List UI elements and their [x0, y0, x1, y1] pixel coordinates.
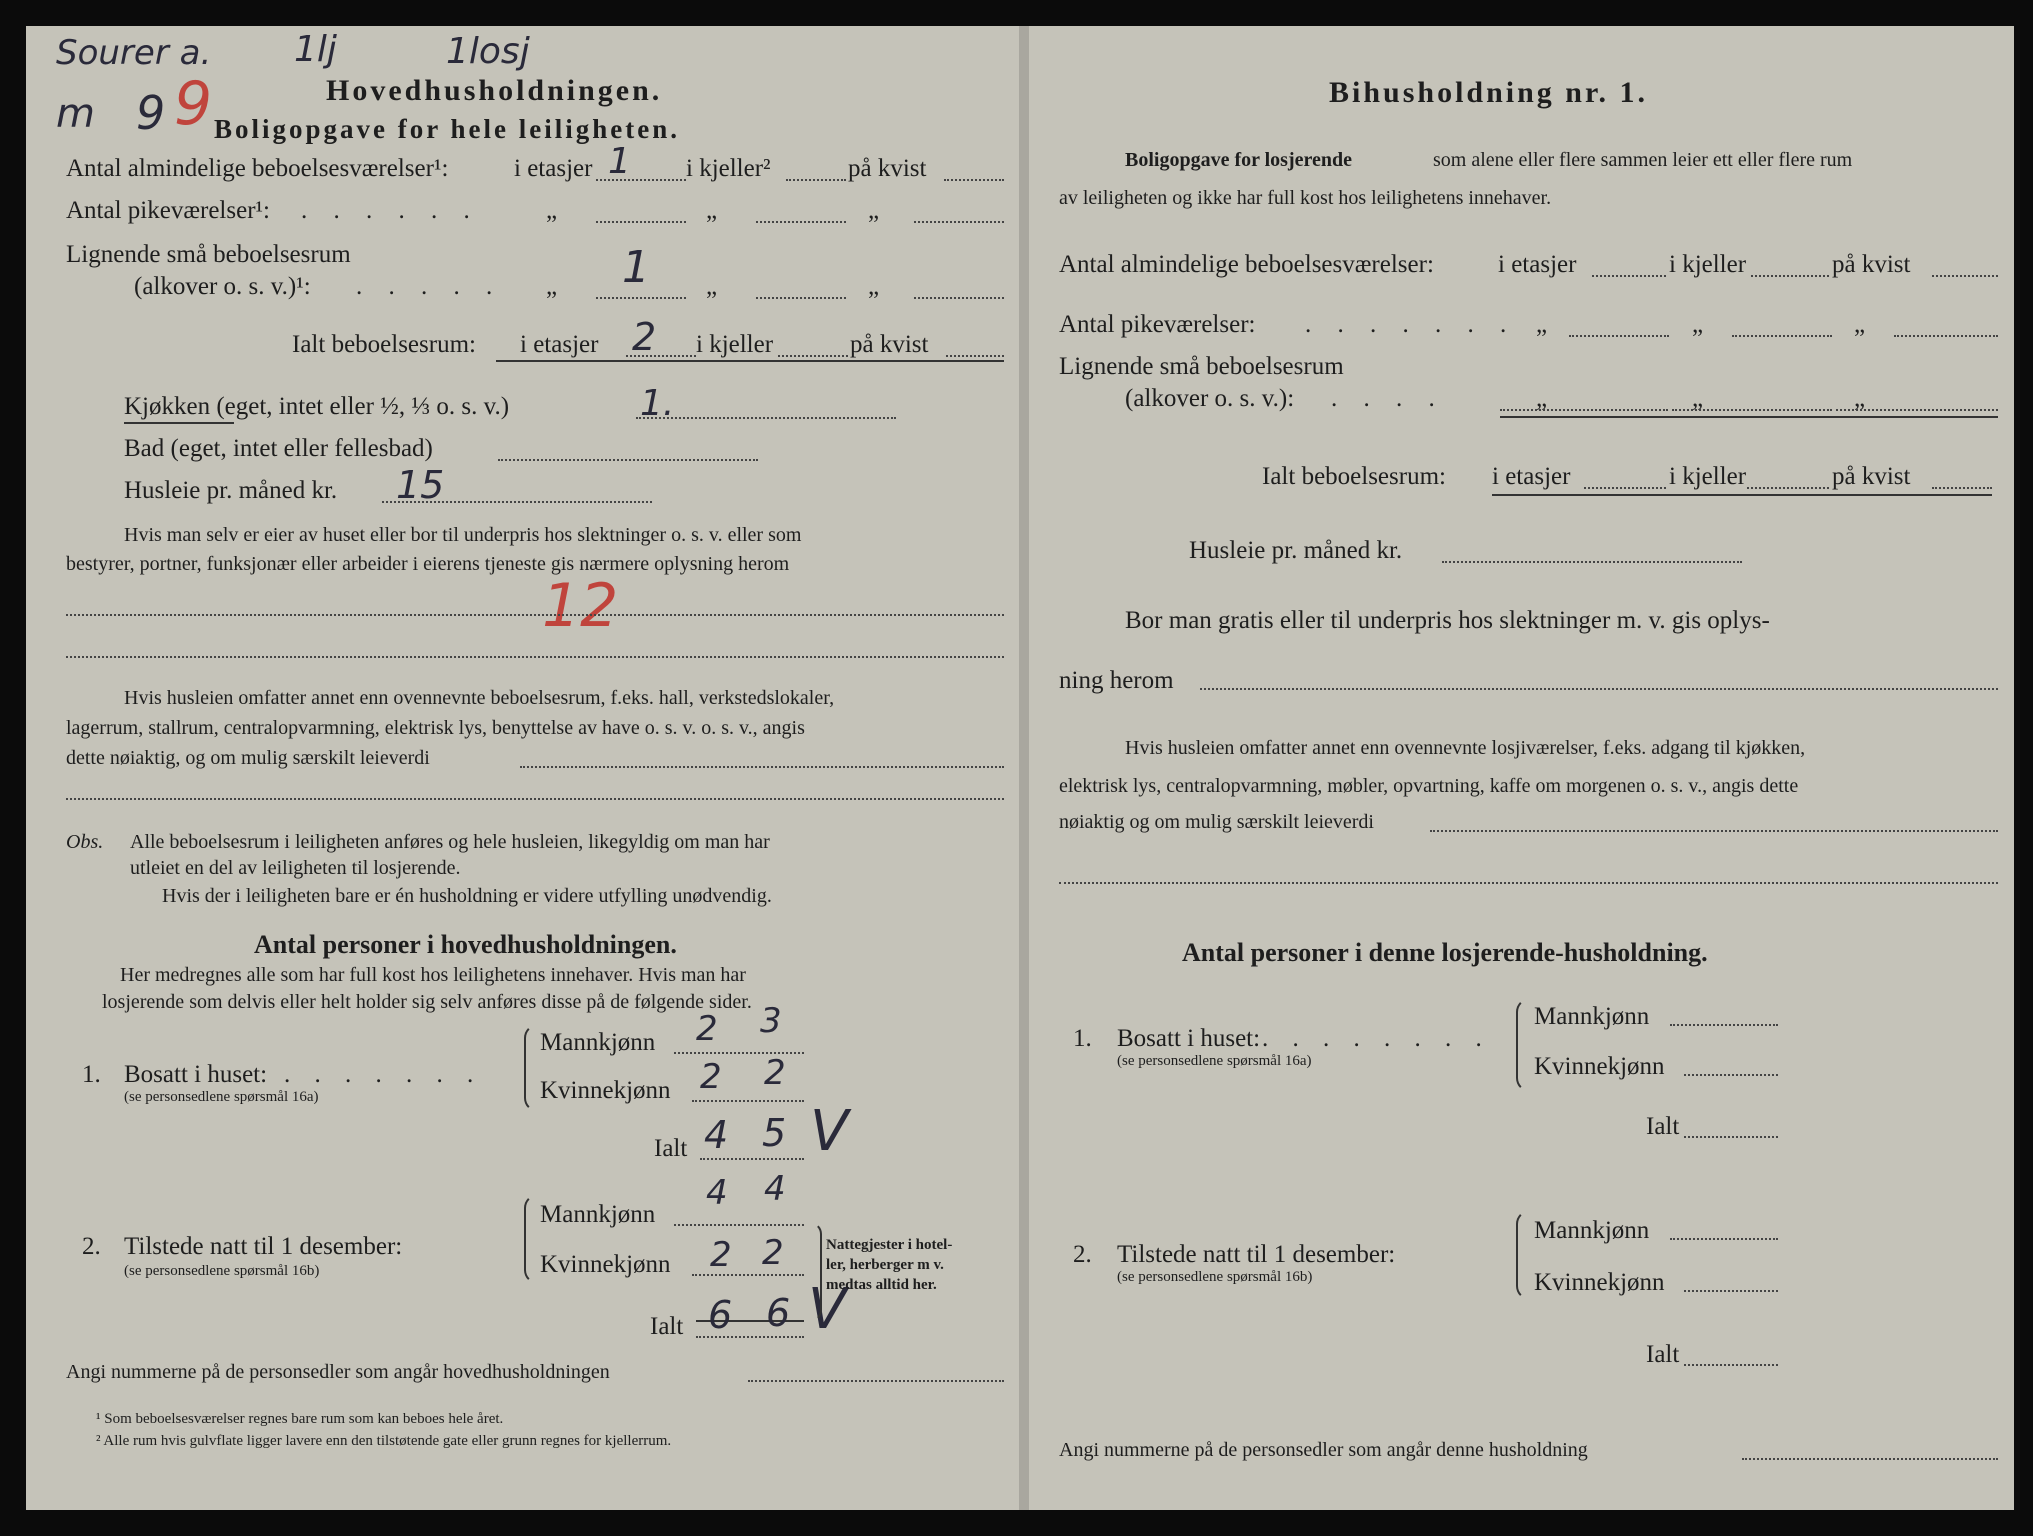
gratis-note: Bor man gratis eller til underpris hos slektninger m. v. gis oplys- [1125, 607, 1770, 634]
kvist-label: på kvist [848, 155, 927, 182]
angi-label: Angi nummerne på de personsedler som angår hovedhusholdningen [66, 1361, 610, 1383]
kjokken-label: Kjøkken (eget, intet eller ½, ⅓ o. s. v.) [124, 393, 510, 420]
obs-note: Alle beboelsesrum i leiligheten anføres og hele husleien, likegyldig om man har [130, 831, 770, 853]
etasjer-label: i etasjer [514, 155, 593, 182]
handwritten-value: 1 [622, 242, 650, 293]
pikevaerelser-label: Antal pikeværelser¹: [66, 197, 270, 224]
persons-title: Antal personer i denne losjerende-husholdning. [1182, 938, 1708, 967]
intro-bold: Boligopgave for losjerende [1125, 149, 1353, 171]
page-title: Bihusholdning nr. 1. [1329, 76, 1649, 109]
tilstede-label: Tilstede natt til 1 desember: [124, 1233, 403, 1260]
handwritten-value: 2 [632, 315, 657, 359]
rooms-label: Antal almindelige beboelsesværelser: [1059, 251, 1434, 278]
handwritten-annotation-red: 12 [542, 571, 619, 641]
tilstede-label: Tilstede natt til 1 desember: [1117, 1241, 1396, 1268]
persons-title: Antal personer i hovedhusholdningen. [254, 930, 677, 959]
handwritten-value: 1. [640, 383, 675, 424]
alkover-label: Lignende små beboelsesrum [66, 241, 351, 268]
bad-label: Bad (eget, intet eller fellesbad) [124, 435, 433, 462]
ialt-rooms-label: Ialt beboelsesrum: [292, 331, 476, 358]
handwritten-annotation: 1lj [294, 29, 337, 70]
handwritten-annotation: 9 [136, 86, 166, 140]
husleie-label: Husleie pr. måned kr. [124, 477, 338, 504]
handwritten-value: 15 [396, 463, 445, 507]
pikevaerelser-label: Antal pikeværelser: [1059, 311, 1256, 338]
rooms-label: Antal almindelige beboelsesværelser¹: [66, 155, 449, 182]
handwritten-annotation: Sourer a. [56, 33, 212, 73]
handwritten-annotation: 1losj [446, 31, 530, 72]
bosatt-label: Bosatt i huset: [124, 1061, 268, 1088]
page-fold [1019, 26, 1029, 1510]
obs-label: Obs. [66, 831, 104, 853]
alkover-label: Lignende små beboelsesrum [1059, 353, 1344, 380]
page-subtitle: Boligopgave for hele leiligheten. [214, 114, 680, 144]
omfatter-note: Hvis husleien omfatter annet enn ovennevnte losjiværelser, f.eks. adgang til kjøkken, [1125, 737, 1806, 759]
left-page: Sourer a. 1lj 1losj m 9 9 Hovedhusholdningen. Boligopgave for hele leiligheten. Antal almindelige beboelsesværelser¹: i etasjer 1 i kjeller² på kvist Antal pikeværelser¹: . . . . . . „ „ „ Lignende små beboelsesrum (alkover o. s. v.)¹: . . . . . „ 1 „ „ Ialt beboelsesrum: i etasjer 2 i kjeller på kvist Kjøkken (eget, intet eller ½, ⅓ o. s. v.) 1. Bad (eget, intet eller fellesbad) Husleie pr. måned kr. 15 Hvis man selv er eier av huset eller bor til underpris hos slektninger o. s. v. eller som bestyrer, portner, funksjonær eller arbeider i eierens tjeneste gis nærmere oplysning herom 12 Hvis husleien omfatter annet enn ovennevnte beboelsesrum, f.eks. hall, verkstedslokaler, lagerrum, stallrum, centralopvarmning, elektrisk lys, benyttelse av have o. s. v. o. s. v., angis dette nøiaktig, og om mulig særskilt leieverdi Obs. Alle beboelsesrum i leiligheten anføres og hele husleien, likegyldig om man har utleiet en del av leiligheten til losjerende. Hvis der i leiligheten bare er én husholdning er videre utfylling unødvendig. Antal personer i hovedhusholdningen. Her medregnes alle som har full kost hos leilighetens innehaver. Hvis man har losjerende som delvis eller helt holder sig selv anføres disse på de følgende sider. 1. Bosatt i huset: . . . . . . . (se personsedlene spørsmål 16a) Mannkjønn Kvinnekjønn Ialt 2 3 2 2 4 5 V 2. Tilstede natt til 1 desember: (se personsedlene spørsmål 16b) Mannkjønn Kvinnekjønn Ialt 4 4 2 2 6 6 V Nattegjester i hotel- ler, herberger m v. medtas alltid her. Angi nummerne på de personsedler som angår hovedhusholdningen ¹ Som beboelsesværelser regnes bare rum som kan beboes hele året. ² Alle rum hvis gulvflate ligger lavere enn den tilstøtende gate eller grunn regnes for kjellerrum. [26, 26, 1019, 1510]
bosatt-label: Bosatt i huset: [1117, 1025, 1261, 1052]
handwritten-annotation: m [56, 91, 95, 137]
footnote-1: ¹ Som beboelsesværelser regnes bare rum som kan beboes hele året. [96, 1411, 504, 1427]
kjeller-label: i kjeller² [686, 155, 771, 182]
husleie-label: Husleie pr. måned kr. [1189, 537, 1403, 564]
page-title: Hovedhusholdningen. [326, 74, 663, 107]
angi-label: Angi nummerne på de personsedler som angår denne husholdning [1059, 1439, 1588, 1461]
handwritten-annotation-red: 9 [174, 69, 213, 139]
right-page: Bihusholdning nr. 1. Boligopgave for losjerende som alene eller flere sammen leier ett eller flere rum av leiligheten og ikke har full kost hos leilighetens innehaver. Antal almindelige beboelsesværelser: i etasjer i kjeller på kvist Antal pikeværelser: . . . . . . . „ „ „ Lignende små beboelsesrum (alkover o. s. v.): . . . . „ „ „ Ialt beboelsesrum: i etasjer i kjeller på kvist Husleie pr. måned kr. Bor man gratis eller til underpris hos slektninger m. v. gis oplys- ning herom Hvis husleien omfatter annet enn ovennevnte losjiværelser, f.eks. adgang til kjøkken, elektrisk lys, centralopvarmning, møbler, opvartning, kaffe om morgenen o. s. v., angis dette nøiaktig og om mulig særskilt leieverdi Antal personer i denne losjerende-husholdning. 1. Bosatt i huset: . . . . . . . . (se personsedlene spørsmål 16a) Mannkjønn Kvinnekjønn Ialt 2. Tilstede natt til 1 desember: (se personsedlene spørsmål 16b) Mannkjønn Kvinnekjønn Ialt Angi nummerne på de personsedler som angår denne husholdning [1029, 26, 2014, 1510]
footnote-2: ² Alle rum hvis gulvflate ligger lavere enn den tilstøtende gate eller grunn regnes for kjellerrum. [96, 1433, 672, 1449]
nattegjester-note: Nattegjester i hotel- [826, 1237, 953, 1253]
eier-note: Hvis man selv er eier av huset eller bor til underpris hos slektninger o. s. v. eller som [124, 524, 802, 546]
ialt-rooms-label: Ialt beboelsesrum: [1262, 463, 1446, 490]
omfatter-note: Hvis husleien omfatter annet enn ovennevnte beboelsesrum, f.eks. hall, verkstedslokaler, [124, 687, 835, 709]
handwritten-value: 1 [608, 141, 631, 182]
